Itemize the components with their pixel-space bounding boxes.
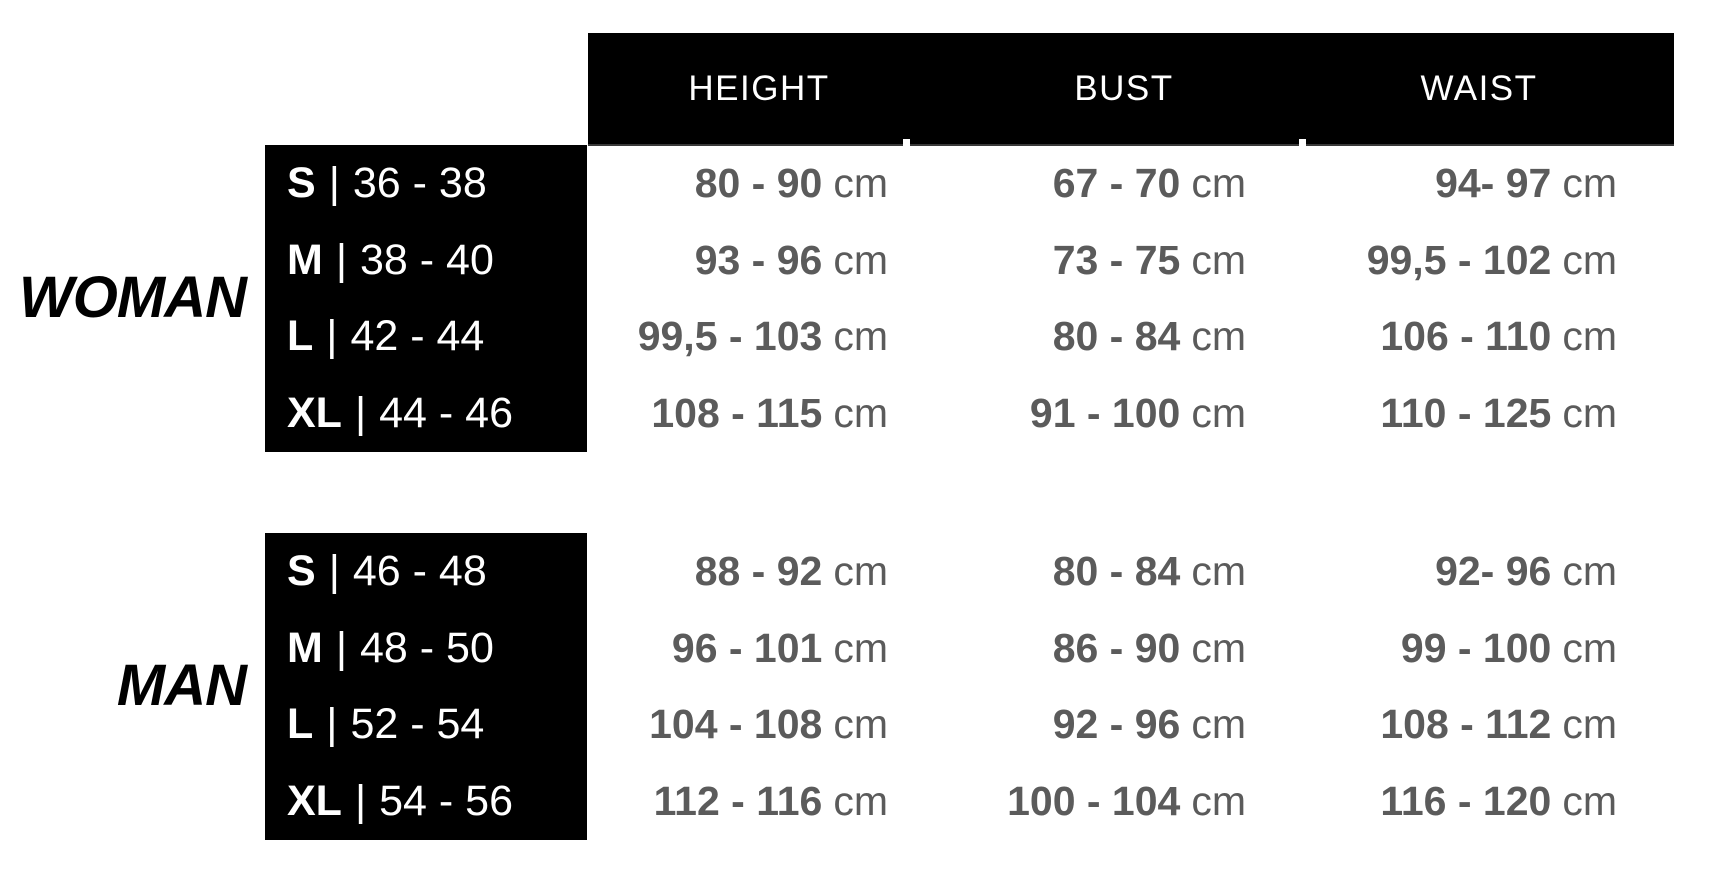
size-letter: S bbox=[287, 158, 316, 207]
bust-value-cell bbox=[905, 625, 1301, 672]
measurement-header bbox=[588, 33, 1674, 146]
measurement-value: 80 - 84 bbox=[1052, 547, 1181, 594]
measurement-value: 108 - 115 bbox=[651, 390, 823, 437]
size-cell bbox=[265, 145, 587, 222]
size-row bbox=[265, 763, 1673, 840]
waist-value-cell bbox=[1301, 313, 1673, 360]
size-cell bbox=[265, 763, 587, 840]
size-cell bbox=[265, 687, 587, 764]
header-waist: WAIST bbox=[1420, 68, 1538, 108]
unit-label: cm bbox=[1562, 390, 1617, 437]
size-row bbox=[265, 610, 1673, 687]
size-cell bbox=[265, 299, 587, 376]
measurement-value: 99,5 - 102 bbox=[1366, 236, 1552, 283]
waist-value-cell bbox=[1301, 237, 1673, 284]
size-range: 42 - 44 bbox=[350, 312, 485, 361]
height-value-cell bbox=[587, 548, 905, 595]
header-height: HEIGHT bbox=[688, 68, 830, 108]
size-range: 44 - 46 bbox=[379, 389, 513, 438]
measurement-value: 91 - 100 bbox=[1029, 390, 1181, 437]
measurement-value: 92 - 96 bbox=[1052, 701, 1181, 748]
unit-label: cm bbox=[833, 624, 888, 671]
height-value-cell bbox=[587, 390, 905, 437]
unit-label: cm bbox=[1562, 159, 1617, 206]
size-separator: | bbox=[328, 158, 340, 207]
size-letter: M bbox=[287, 623, 323, 672]
size-separator: | bbox=[328, 546, 340, 595]
unit-label: cm bbox=[1191, 159, 1246, 206]
size-letter: M bbox=[287, 235, 323, 284]
unit-label: cm bbox=[1562, 236, 1617, 283]
measurement-value: 80 - 90 bbox=[694, 159, 823, 206]
measurement-value: 110 - 125 bbox=[1380, 390, 1552, 437]
measurement-value: 80 - 84 bbox=[1052, 313, 1181, 360]
size-row bbox=[265, 533, 1673, 610]
measurement-value: 73 - 75 bbox=[1052, 236, 1181, 283]
measurement-value: 112 - 116 bbox=[653, 778, 823, 825]
height-value-cell bbox=[587, 778, 905, 825]
measurement-value: 86 - 90 bbox=[1052, 624, 1181, 671]
size-letter: XL bbox=[287, 389, 342, 438]
waist-value-cell bbox=[1301, 548, 1673, 595]
measurement-value: 67 - 70 bbox=[1052, 159, 1181, 206]
unit-label: cm bbox=[1191, 547, 1246, 594]
measurement-value: 92- 96 bbox=[1435, 547, 1552, 594]
height-value-cell bbox=[587, 313, 905, 360]
size-separator: | bbox=[335, 623, 347, 672]
height-value-cell bbox=[587, 625, 905, 672]
bust-value-cell bbox=[905, 237, 1301, 284]
size-row bbox=[265, 687, 1673, 764]
size-separator: | bbox=[326, 312, 338, 361]
size-range: 48 - 50 bbox=[360, 623, 494, 672]
waist-value-cell bbox=[1301, 625, 1673, 672]
unit-label: cm bbox=[1191, 313, 1246, 360]
measurement-value: 99,5 - 103 bbox=[637, 313, 823, 360]
size-separator: | bbox=[354, 389, 367, 438]
size-range: 52 - 54 bbox=[350, 700, 485, 749]
measurement-value: 94- 97 bbox=[1435, 159, 1552, 206]
header-bust: BUST bbox=[1074, 68, 1174, 108]
size-row bbox=[265, 375, 1673, 452]
size-cell bbox=[265, 222, 587, 299]
bust-value-cell bbox=[905, 701, 1301, 748]
bust-value-cell bbox=[905, 160, 1301, 207]
size-row bbox=[265, 299, 1673, 376]
bust-value-cell bbox=[905, 313, 1301, 360]
measurement-value: 96 - 101 bbox=[671, 624, 823, 671]
unit-label: cm bbox=[833, 313, 888, 360]
size-cell bbox=[265, 533, 587, 610]
size-letter: L bbox=[287, 312, 314, 361]
unit-label: cm bbox=[1191, 236, 1246, 283]
unit-label: cm bbox=[833, 778, 888, 825]
unit-label: cm bbox=[1562, 778, 1617, 825]
woman-label: WOMAN bbox=[19, 265, 246, 330]
size-separator: | bbox=[354, 777, 367, 826]
unit-label: cm bbox=[1191, 778, 1246, 825]
size-cell bbox=[265, 375, 587, 452]
unit-label: cm bbox=[833, 701, 888, 748]
unit-label: cm bbox=[833, 390, 888, 437]
size-range: 36 - 38 bbox=[352, 158, 487, 207]
size-letter: L bbox=[287, 700, 314, 749]
size-letter: XL bbox=[287, 777, 342, 826]
size-range: 46 - 48 bbox=[352, 546, 487, 595]
size-row bbox=[265, 145, 1673, 222]
measurement-value: 88 - 92 bbox=[694, 547, 823, 594]
measurement-value: 106 - 110 bbox=[1380, 313, 1552, 360]
unit-label: cm bbox=[833, 236, 888, 283]
bust-value-cell bbox=[905, 778, 1301, 825]
man-size-table bbox=[265, 533, 1673, 840]
measurement-value: 108 - 112 bbox=[1380, 701, 1552, 748]
size-separator: | bbox=[326, 700, 338, 749]
man-label: MAN bbox=[116, 653, 246, 718]
measurement-value: 100 - 104 bbox=[1007, 778, 1181, 825]
height-value-cell bbox=[587, 701, 905, 748]
waist-value-cell bbox=[1301, 390, 1673, 437]
height-value-cell bbox=[587, 160, 905, 207]
unit-label: cm bbox=[833, 159, 888, 206]
size-cell bbox=[265, 610, 587, 687]
size-range: 54 - 56 bbox=[379, 777, 513, 826]
waist-value-cell bbox=[1301, 701, 1673, 748]
size-letter: S bbox=[287, 546, 316, 595]
unit-label: cm bbox=[833, 547, 888, 594]
measurement-value: 104 - 108 bbox=[649, 701, 823, 748]
unit-label: cm bbox=[1562, 547, 1617, 594]
woman-size-table bbox=[265, 145, 1673, 452]
waist-value-cell bbox=[1301, 778, 1673, 825]
unit-label: cm bbox=[1562, 624, 1617, 671]
size-range: 38 - 40 bbox=[360, 235, 494, 284]
bust-value-cell bbox=[905, 390, 1301, 437]
unit-label: cm bbox=[1191, 701, 1246, 748]
unit-label: cm bbox=[1562, 701, 1617, 748]
measurement-value: 93 - 96 bbox=[694, 236, 823, 283]
unit-label: cm bbox=[1191, 390, 1246, 437]
measurement-value: 99 - 100 bbox=[1400, 624, 1552, 671]
size-separator: | bbox=[335, 235, 347, 284]
waist-value-cell bbox=[1301, 160, 1673, 207]
unit-label: cm bbox=[1191, 624, 1246, 671]
measurement-value: 116 - 120 bbox=[1380, 778, 1552, 825]
height-value-cell bbox=[587, 237, 905, 284]
bust-value-cell bbox=[905, 548, 1301, 595]
unit-label: cm bbox=[1562, 313, 1617, 360]
size-row bbox=[265, 222, 1673, 299]
